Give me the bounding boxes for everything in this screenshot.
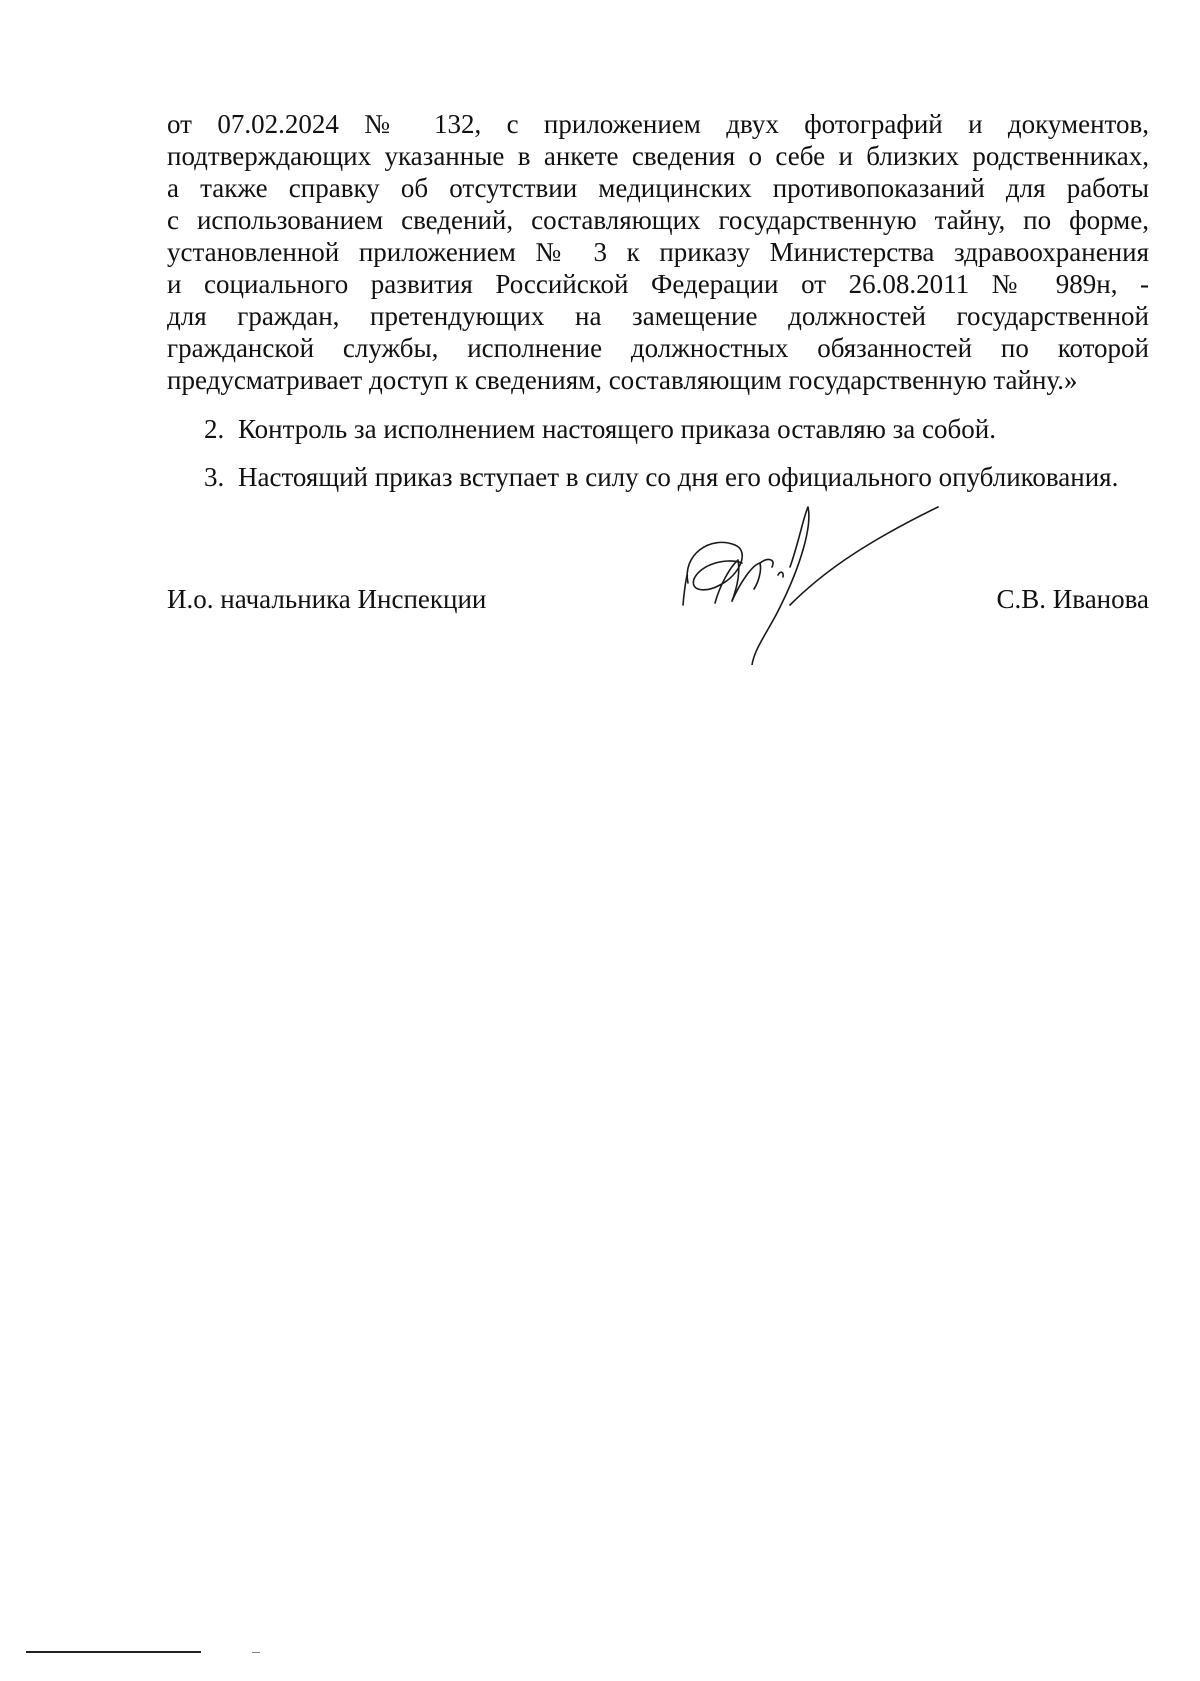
paragraph-line: и социального развития Российской Федерации от 26.08.2011 № 989н, -	[167, 269, 1149, 299]
paragraph-line: установленной приложением № 3 к приказу Министерства здравоохранения	[167, 237, 1149, 267]
paragraph-line: гражданской службы, исполнение должностных обязанностей по которой	[167, 333, 1149, 363]
list-item-number: 3.	[204, 462, 225, 492]
list-item-number: 2.	[204, 414, 225, 444]
paragraph-line: для граждан, претендующих на замещение должностей государственной	[167, 301, 1149, 331]
list-item-text: Настоящий приказ вступает в силу со дня его официального опубликования.	[238, 462, 1119, 492]
paragraph-line: подтверждающих указанные в анкете сведения о себе и близких родственниках,	[167, 141, 1149, 171]
paragraph-line: а также справку об отсутствии медицинских противопоказаний для работы	[167, 173, 1149, 203]
footer-mark	[252, 1652, 260, 1653]
list-item-text: Контроль за исполнением настоящего приказа оставляю за собой.	[238, 414, 996, 444]
paragraph-line: предусматривает доступ к сведениям, составляющим государственную тайну.»	[167, 365, 1078, 395]
signer-position: И.о. начальника Инспекции	[167, 584, 487, 614]
footer-rule	[26, 1651, 201, 1653]
main-paragraph	[167, 108, 1149, 396]
signer-name: С.В. Иванова	[996, 584, 1149, 614]
list-item	[204, 413, 1149, 445]
paragraph-line: с использованием сведений, составляющих государственную тайну, по форме,	[167, 205, 1149, 235]
signature-block	[167, 583, 1149, 623]
paragraph-line: от 07.02.2024 № 132, с приложением двух фотографий и документов,	[167, 109, 1149, 139]
list-item	[204, 461, 1149, 493]
handwritten-signature-icon	[680, 505, 940, 665]
